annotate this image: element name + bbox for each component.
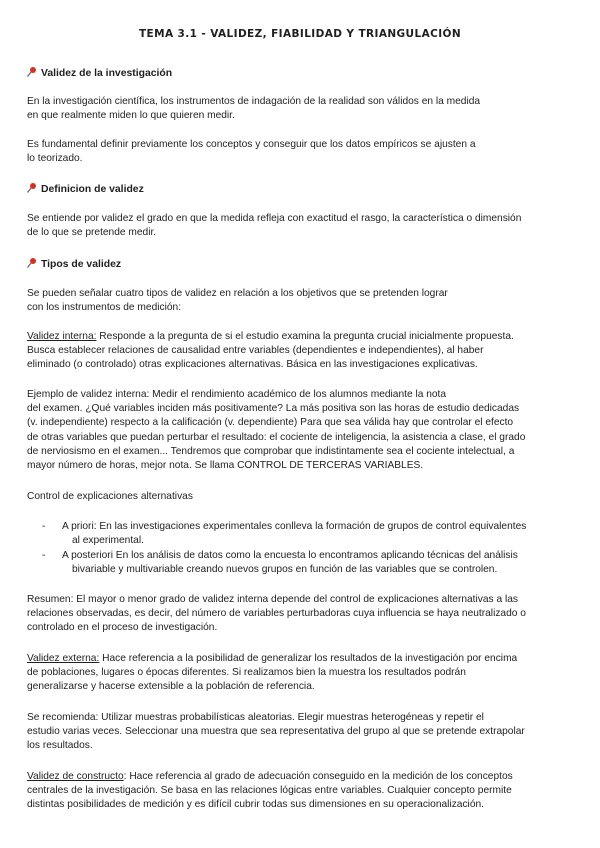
section-heading-definicion xyxy=(26,182,144,197)
paragraph xyxy=(27,95,582,123)
text-line: de lo que se pretende medir. xyxy=(27,227,157,239)
pushpin-icon xyxy=(26,257,38,269)
paragraph-validez-externa xyxy=(27,652,582,695)
text-line: (v. independiente) respecto a la calificación (v. dependiente) Para que sea válida hay que controlar el efecto xyxy=(27,417,514,429)
text-line: Hace referencia a la posibilidad de generalizar los resultados de la investigación por encima xyxy=(99,653,518,664)
text-line: Se entiende por validez el grado en que la medida refleja con exactitud el rasgo, la característica o dimensión xyxy=(27,213,522,224)
text-line: estudio varias veces. Seleccionar una muestra que sea representativa del grupo al que se pretende extrapolar xyxy=(27,726,525,738)
section-heading-text: Definicion de validez xyxy=(41,184,144,195)
text-line: Resumen: El mayor o menor grado de validez interna depende del control de explicaciones alternativas a las xyxy=(27,594,518,605)
term-label: Validez interna: xyxy=(27,331,97,342)
text-line: controlado en el proceso de investigación. xyxy=(27,622,218,634)
text-line: distintas posibilidades de medición y es difícil cubrir todas sus dimensiones en su operacionalización. xyxy=(27,799,484,811)
text-line: de otras variables que puedan perturbar el resultado: el cociente de inteligencia, la asistencia a clase, el grado xyxy=(27,431,526,443)
text-line: relaciones observadas, es decir, del número de variables perturbadoras cuya influencia se haya neutralizado o xyxy=(27,608,526,620)
paragraph xyxy=(27,212,582,240)
text-line: Busca establecer relaciones de causalidad entre variables (dependientes e independientes), al haber xyxy=(27,345,484,357)
paragraph-recomienda xyxy=(27,711,582,754)
text-line: de nerviosismo en el examen... Tendremos que comprobar que indistintamente sea el cociente intelectual, a xyxy=(27,445,515,457)
list-item xyxy=(42,520,582,548)
text-line: : Hace referencia al grado de adecuación conseguido en la medición de los conceptos xyxy=(123,771,513,782)
text-line: Se recomienda: Utilizar muestras probabilísticas aleatorias. Elegir muestras heterogéneas y repetir el xyxy=(27,712,484,723)
text-line: al experimental. xyxy=(72,535,144,547)
text-line: generalizarse y hacerse extensible a la población de referencia. xyxy=(27,681,315,693)
bullet-dash: - xyxy=(42,550,46,561)
paragraph-ejemplo xyxy=(27,388,582,473)
text-line: eliminado (o controlado) otras explicaciones alternativas. Básica en las investigaciones explicativas. xyxy=(27,359,478,371)
paragraph-control xyxy=(27,490,582,504)
text-line: A priori: En las investigaciones experimentales conlleva la formación de grupos de control equivalentes xyxy=(62,521,527,532)
pushpin-icon xyxy=(26,66,38,78)
section-heading-validez-investigacion xyxy=(26,66,172,81)
term-label: Validez externa: xyxy=(27,653,100,664)
paragraph xyxy=(27,138,582,166)
text-line: A posteriori En los análisis de datos como la encuesta lo encontramos aplicando técnicas del análisis xyxy=(62,550,518,561)
term-label: Validez de constructo xyxy=(27,771,124,782)
pushpin-icon xyxy=(26,182,38,194)
text-line: Es fundamental definir previamente los conceptos y conseguir que los datos empíricos se ajusten a xyxy=(27,139,476,150)
paragraph-resumen xyxy=(27,593,582,636)
text-line: Ejemplo de validez interna: Medir el rendimiento académico de los alumnos mediante la nota xyxy=(27,389,447,400)
paragraph xyxy=(27,287,582,315)
section-heading-text: Validez de la investigación xyxy=(41,68,173,79)
paragraph-validez-interna xyxy=(27,330,582,373)
list-item xyxy=(42,549,582,577)
text-line: los resultados. xyxy=(27,740,93,752)
bullet-dash: - xyxy=(42,521,46,532)
text-line: centrales de la investigación. Se basa en las relaciones lógicas entre variables. Cualquier concepto permite xyxy=(27,785,512,797)
text-line: en que realmente miden lo que quieren medir. xyxy=(27,110,235,122)
text-line: del examen. ¿Qué variables inciden más positivamente? La más positiva son las horas de estudio dedicadas xyxy=(27,403,520,415)
section-heading-tipos xyxy=(26,257,121,272)
text-line: Responde a la pregunta de si el estudio examina la pregunta crucial inicialmente propuesta. xyxy=(96,331,514,342)
text-line: lo teorizado. xyxy=(27,153,83,165)
text-line: de poblaciones, lugares o épocas diferentes. Si realizamos bien la muestra los resultados podrán xyxy=(27,667,466,679)
text-line: Se pueden señalar cuatro tipos de validez en relación a los objetivos que se pretenden lograr xyxy=(27,288,448,299)
section-heading-text: Tipos de validez xyxy=(41,259,122,270)
text-line: mayor número de horas, mejor nota. Se llama CONTROL DE TERCERAS VARIABLES. xyxy=(27,460,424,472)
text-line: En la investigación científica, los instrumentos de indagación de la realidad son válidos en la medida xyxy=(27,96,481,107)
paragraph-validez-constructo xyxy=(27,770,582,813)
text-line: con los instrumentos de medición: xyxy=(27,302,182,314)
text-line: bivariable y multivariable creando nuevos grupos en función de las variables que se controlen. xyxy=(72,564,498,576)
page-title: TEMA 3.1 - VALIDEZ, FIABILIDAD Y TRIANGULACIÓN xyxy=(138,28,462,40)
text-line: Control de explicaciones alternativas xyxy=(27,491,193,502)
